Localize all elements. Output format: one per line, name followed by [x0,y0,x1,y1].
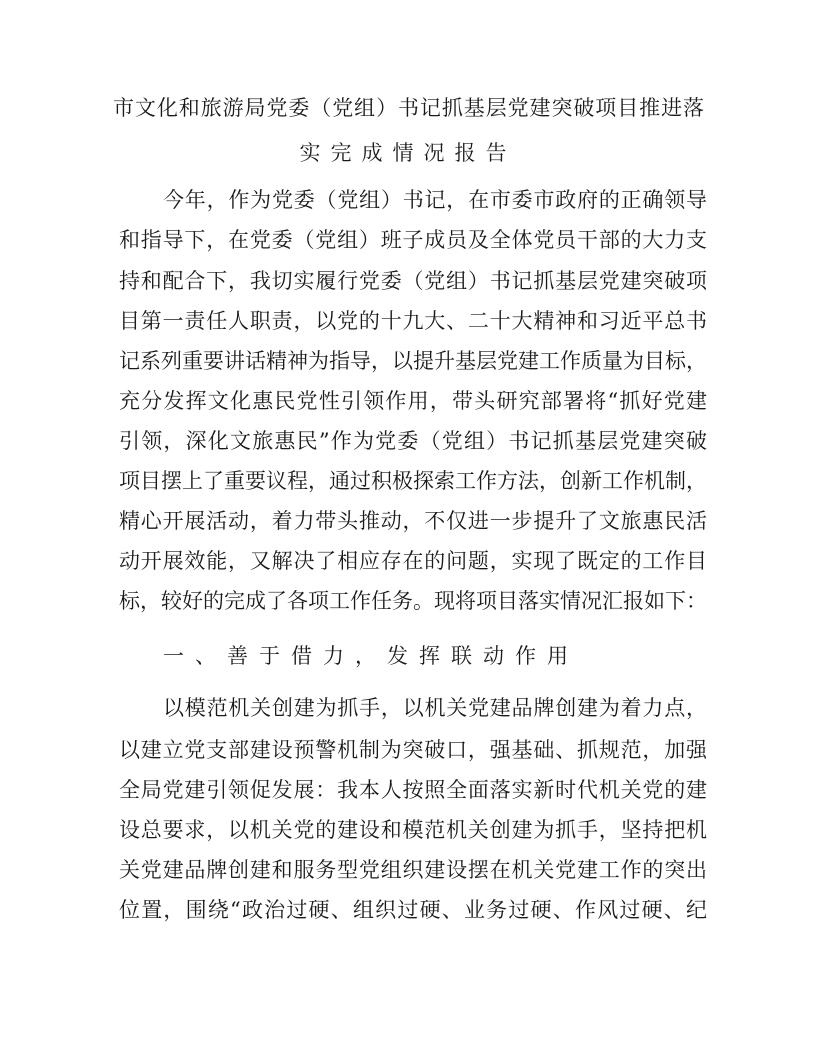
paragraph-line: 以建立党支部建设预警机制为突破口，强基础、抓规范，加强 [119,738,707,762]
paragraph-line: 充分发挥文化惠民党性引领作用，带头研究部署将“抓好党建 [119,389,707,413]
paragraph-line: 项目摆上了重要议程，通过积极探索工作方法，创新工作机制， [119,469,707,493]
paragraph-line: 引领，深化文旅惠民”作为党委（党组）书记抓基层党建突破 [119,429,707,453]
paragraph-line: 持和配合下，我切实履行党委（党组）书记抓基层党建突破项 [119,269,707,293]
paragraph-line: 设总要求，以机关党的建设和模范机关创建为抓手，坚持把机 [119,818,707,842]
section-heading: 一、善于借力，发挥联动作用 [163,644,579,668]
paragraph-line: 目第一责任人职责，以党的十九大、二十大精神和习近平总书 [119,309,707,333]
paragraph-line: 记系列重要讲话精神为指导，以提升基层党建工作质量为目标， [119,349,707,373]
paragraph-line: 今年，作为党委（党组）书记，在市委市政府的正确领导 [163,188,707,212]
document-title-line-2: 实完成情况报告 [299,141,517,165]
paragraph-line: 关党建品牌创建和服务型党组织建设摆在机关党建工作的突出 [119,858,707,882]
paragraph-line: 以模范机关创建为抓手，以机关党建品牌创建为着力点， [163,696,707,720]
paragraph-line: 标，较好的完成了各项工作任务。现将项目落实情况汇报如下： [119,589,707,613]
paragraph-line: 全局党建引领促发展：我本人按照全面落实新时代机关党的建 [119,778,707,802]
paragraph-line: 动开展效能，又解决了相应存在的问题，实现了既定的工作目 [119,549,707,573]
paragraph-line: 和指导下，在党委（党组）班子成员及全体党员干部的大力支 [119,228,707,252]
document-title-line-1: 市文化和旅游局党委（党组）书记抓基层党建突破项目推进落 [113,96,704,120]
paragraph-line: 位置，围绕“政治过硬、组织过硬、业务过硬、作风过硬、纪 [119,898,707,922]
paragraph-line: 精心开展活动，着力带头推动，不仅进一步提升了文旅惠民活 [119,509,707,533]
